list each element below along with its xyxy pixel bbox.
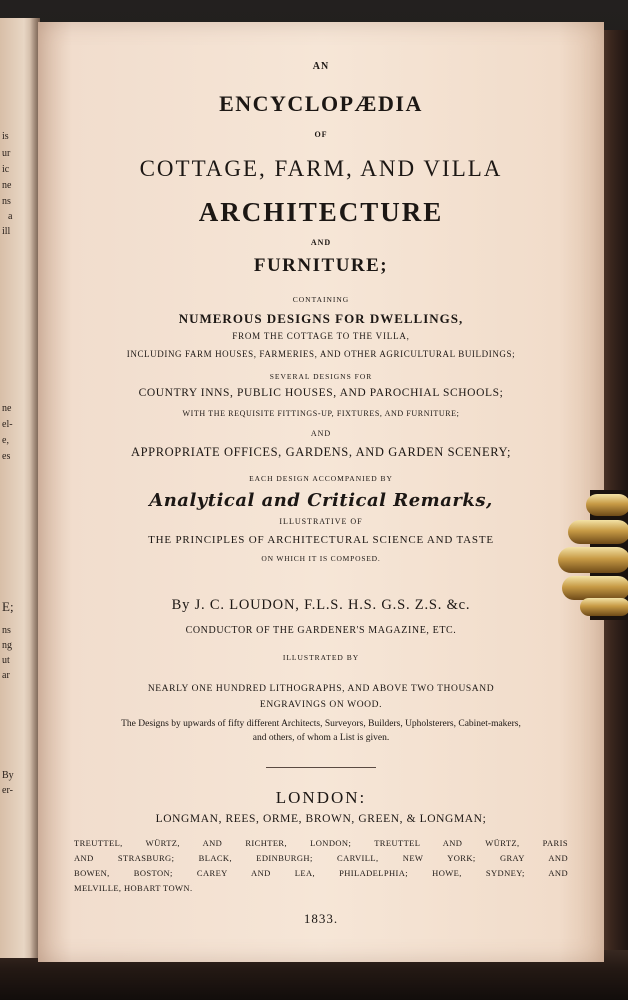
subtitle-analytical-remarks: Analytical and Critical Remarks, [149, 490, 493, 511]
author-conductor: CONDUCTOR OF THE GARDENER'S MAGAZINE, ETC. [185, 625, 457, 636]
subtitle-with-requisite: WITH THE REQUISITE FITTINGS-UP, FIXTURES, AND FURNITURE; [182, 409, 460, 418]
imprint-line: AND STRASBURG; BLACK, EDINBURGH; CARVILL, NEW YORK; GRAY AND [74, 853, 568, 863]
left-page-fragment: es [2, 451, 11, 462]
imprint-line: BOWEN, BOSTON; CAREY AND LEA, PHILADELPHIA; HOWE, SYDNEY; AND [74, 868, 568, 878]
subtitle-numerous-designs: NUMEROUS DESIGNS FOR DWELLINGS, [178, 311, 464, 326]
imprint-line: MELVILLE, HOBART TOWN. [74, 883, 193, 893]
left-page-fragment: ne [2, 403, 12, 414]
left-page-fragment: ns [2, 196, 11, 207]
left-page-fragment: E; [2, 599, 14, 614]
designs-note-line-1: The Designs by upwards of fifty different Architects, Surveyors, Builders, Upholsterers, Cabinet-makers, [121, 719, 521, 729]
left-page-fragment: ar [2, 670, 10, 681]
designs-note-line-2: and others, of whom a List is given. [252, 733, 390, 743]
left-page-fragment: e, [2, 435, 9, 446]
title-of: OF [314, 130, 328, 139]
illustrated-by: ILLUSTRATED BY [282, 653, 360, 662]
subtitle-including: INCLUDING FARM HOUSES, FARMERIES, AND OTHER AGRICULTURAL BUILDINGS; [126, 349, 516, 359]
title-page-content [38, 22, 604, 962]
title-page [38, 22, 604, 962]
left-page-fragment: el- [2, 419, 13, 430]
title-encyclopaedia: ENCYCLOPÆDIA [219, 91, 423, 116]
illustrations-line-2: ENGRAVINGS ON WOOD. [259, 700, 383, 710]
left-page [0, 18, 40, 958]
left-page-fragment: ill [2, 226, 11, 237]
imprint-publisher: LONGMAN, REES, ORME, BROWN, GREEN, & LONGMAN; [155, 813, 487, 825]
left-page-fragment: is [2, 131, 9, 142]
title-architecture: ARCHITECTURE [198, 197, 444, 227]
illustrations-line-1: NEARLY ONE HUNDRED LITHOGRAPHS, AND ABOVE TWO THOUSAND [147, 684, 495, 694]
subtitle-country-inns: COUNTRY INNS, PUBLIC HOUSES, AND PAROCHIAL SCHOOLS; [138, 387, 504, 399]
imprint-year: 1833. [303, 911, 339, 926]
left-page-fragment: ut [2, 655, 10, 666]
left-page-fragment: ic [2, 164, 10, 175]
left-page-fragment: ns [2, 625, 11, 636]
left-page-fragment: er- [2, 785, 13, 796]
subtitle-from-cottage: FROM THE COTTAGE TO THE VILLA, [232, 331, 410, 341]
left-page-fragment: ne [2, 180, 12, 191]
subtitle-appropriate-offices: APPROPRIATE OFFICES, GARDENS, AND GARDEN SCENERY; [130, 445, 512, 459]
subtitle-principles: THE PRINCIPLES OF ARCHITECTURAL SCIENCE AND TASTE [148, 534, 494, 546]
imprint-line: TREUTTEL, WÜRTZ, AND RICHTER, LONDON; TREUTTEL AND WÜRTZ, PARIS [74, 838, 568, 848]
subtitle-on-which: ON WHICH IT IS COMPOSED. [261, 554, 381, 563]
subtitle-illustrative-of: ILLUSTRATIVE OF [279, 517, 363, 526]
left-page-fragment: By [2, 770, 14, 781]
title-furniture: FURNITURE; [253, 255, 389, 276]
subtitle-and: AND [310, 429, 332, 438]
gold-gloved-hand [550, 490, 628, 620]
title-cottage-farm-villa: COTTAGE, FARM, AND VILLA [139, 156, 503, 181]
left-page-fragment: a [8, 211, 13, 222]
title-and: AND [310, 238, 332, 247]
subtitle-several-designs: SEVERAL DESIGNS FOR [269, 372, 373, 381]
left-page-fragment: ng [2, 640, 12, 651]
subtitle-each-design: EACH DESIGN ACCOMPANIED BY [249, 474, 393, 483]
left-page-fragment: ur [2, 148, 11, 159]
imprint-london: LONDON: [275, 788, 367, 807]
subtitle-containing: CONTAINING [292, 295, 350, 304]
divider-rule [266, 767, 376, 768]
author-line: By J. C. LOUDON, F.L.S. H.S. G.S. Z.S. &c. [171, 597, 471, 613]
title-an: AN [312, 61, 330, 72]
